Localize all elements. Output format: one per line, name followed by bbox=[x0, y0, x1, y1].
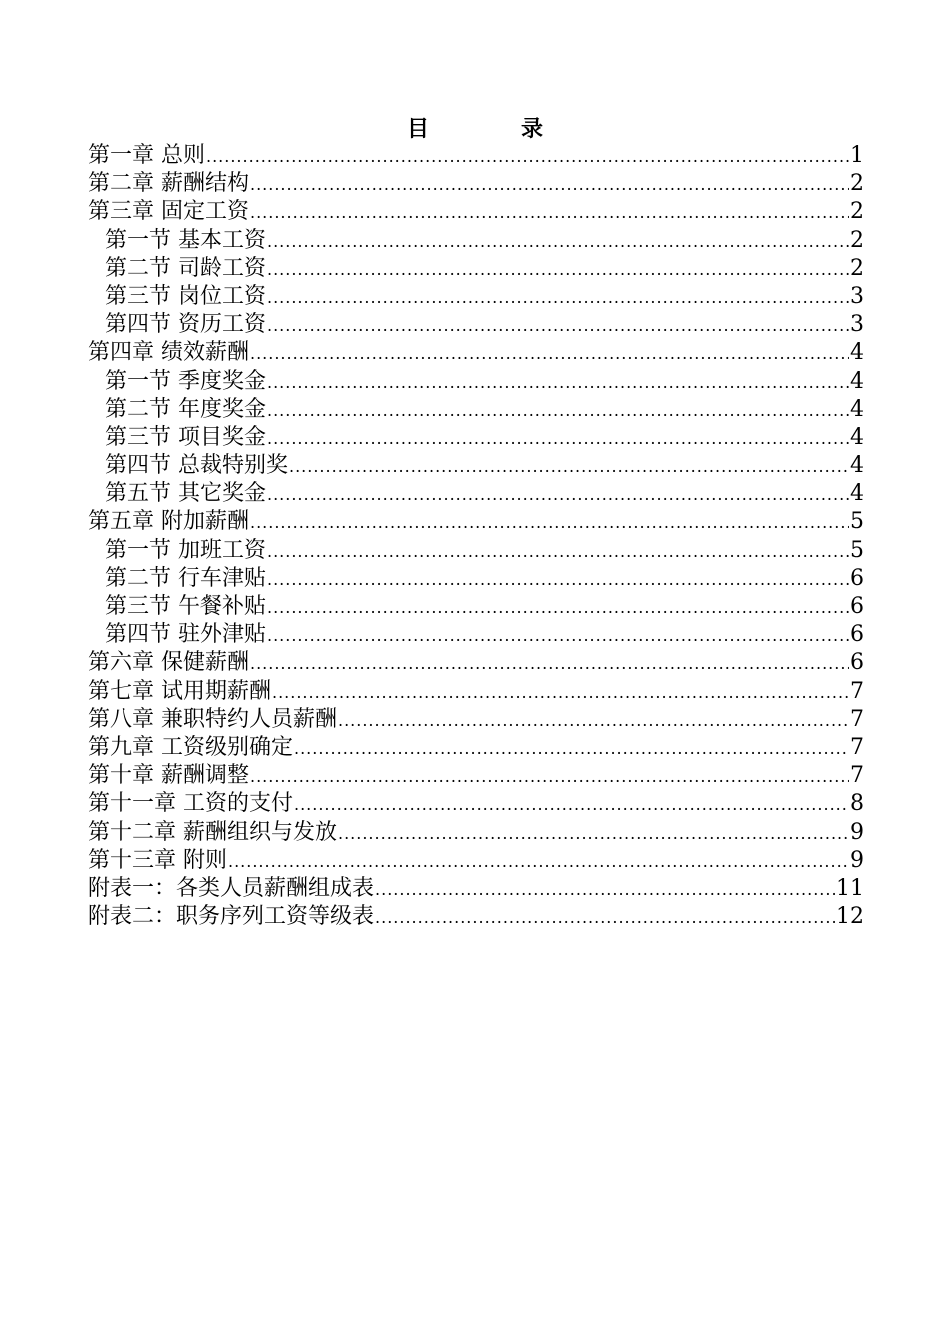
toc-entry-page-number: 6 bbox=[850, 565, 864, 591]
toc-entry-label: 第三节 项目奖金 bbox=[105, 424, 266, 450]
toc-entry-label: 第二节 年度奖金 bbox=[105, 396, 266, 422]
toc-entry[interactable] bbox=[88, 170, 864, 198]
toc-entry-page-number: 9 bbox=[850, 819, 864, 845]
toc-entry-label: 第四章 绩效薪酬 bbox=[88, 340, 249, 366]
toc-entry-label: 第二章 薪酬结构 bbox=[88, 171, 249, 197]
toc-dot-leader bbox=[267, 538, 849, 566]
toc-entry-label: 第十二章 薪酬组织与发放 bbox=[88, 819, 337, 845]
toc-list bbox=[88, 142, 864, 931]
toc-entry-label: 第七章 试用期薪酬 bbox=[88, 678, 271, 704]
toc-dot-leader bbox=[250, 650, 849, 678]
toc-entry-page-number: 5 bbox=[850, 509, 864, 535]
toc-entry-page-number: 7 bbox=[850, 678, 864, 704]
toc-entry-page-number: 1 bbox=[850, 143, 864, 168]
toc-dot-leader bbox=[250, 340, 849, 368]
toc-entry[interactable] bbox=[88, 452, 864, 480]
toc-dot-leader bbox=[267, 312, 849, 340]
toc-entry-label: 第六章 保健薪酬 bbox=[88, 650, 249, 676]
toc-dot-leader bbox=[294, 791, 849, 819]
toc-entry-page-number: 3 bbox=[850, 312, 864, 338]
toc-entry-label: 第八章 兼职特约人员薪酬 bbox=[88, 706, 337, 732]
toc-entry-page-number: 4 bbox=[850, 340, 864, 366]
toc-dot-leader bbox=[267, 594, 849, 622]
toc-entry[interactable] bbox=[88, 593, 864, 621]
toc-entry[interactable] bbox=[88, 678, 864, 706]
toc-entry[interactable] bbox=[88, 621, 864, 649]
toc-entry[interactable] bbox=[88, 734, 864, 762]
toc-entry-page-number: 8 bbox=[850, 791, 864, 817]
toc-title-char: 录 bbox=[521, 116, 544, 142]
toc-entry-label: 第四节 总裁特别奖 bbox=[105, 453, 288, 479]
toc-dot-leader bbox=[267, 256, 849, 284]
toc-title-char: 目 bbox=[406, 116, 429, 142]
toc-dot-leader bbox=[267, 566, 849, 594]
toc-dot-leader bbox=[267, 425, 849, 453]
toc-entry[interactable] bbox=[88, 424, 864, 452]
toc-entry-page-number: 6 bbox=[850, 622, 864, 648]
toc-dot-leader bbox=[338, 707, 849, 735]
toc-entry[interactable] bbox=[88, 847, 864, 875]
toc-entry-label: 第一节 加班工资 bbox=[105, 537, 266, 563]
toc-entry[interactable] bbox=[88, 819, 864, 847]
toc-entry-label: 第四节 资历工资 bbox=[105, 312, 266, 338]
toc-entry-label: 第十一章 工资的支付 bbox=[88, 791, 293, 817]
toc-dot-leader bbox=[267, 284, 849, 312]
toc-entry-page-number: 7 bbox=[850, 706, 864, 732]
toc-entry-label: 附表二：职务序列工资等级表 bbox=[88, 904, 375, 930]
toc-entry-page-number: 7 bbox=[850, 763, 864, 789]
toc-dot-leader bbox=[206, 143, 849, 171]
toc-entry-page-number: 12 bbox=[836, 904, 864, 930]
toc-entry[interactable] bbox=[88, 255, 864, 283]
toc-entry[interactable] bbox=[88, 142, 864, 170]
toc-dot-leader bbox=[272, 679, 849, 707]
toc-dot-leader bbox=[294, 735, 849, 763]
toc-entry[interactable] bbox=[88, 368, 864, 396]
toc-entry-label: 第一节 季度奖金 bbox=[105, 368, 266, 394]
toc-entry-page-number: 11 bbox=[836, 875, 864, 901]
toc-entry-page-number: 6 bbox=[850, 650, 864, 676]
toc-entry-page-number: 3 bbox=[850, 283, 864, 309]
toc-entry-page-number: 4 bbox=[850, 481, 864, 507]
toc-entry-page-number: 2 bbox=[850, 171, 864, 197]
toc-entry[interactable] bbox=[88, 283, 864, 311]
toc-entry-label: 第十章 薪酬调整 bbox=[88, 763, 249, 789]
toc-entry-label: 第十三章 附则 bbox=[88, 847, 227, 873]
toc-entry-label: 第三节 午餐补贴 bbox=[105, 594, 266, 619]
toc-entry-label: 第三章 固定工资 bbox=[88, 199, 249, 225]
toc-title bbox=[0, 112, 950, 146]
toc-entry[interactable] bbox=[88, 790, 864, 818]
toc-dot-leader bbox=[250, 171, 849, 199]
toc-entry[interactable] bbox=[88, 565, 864, 593]
toc-dot-leader bbox=[375, 876, 835, 904]
toc-entry[interactable] bbox=[88, 762, 864, 790]
toc-dot-leader bbox=[267, 481, 849, 509]
toc-entry-label: 第二节 行车津贴 bbox=[105, 565, 266, 591]
toc-entry[interactable] bbox=[88, 537, 864, 565]
toc-entry-label: 附表一：各类人员薪酬组成表 bbox=[88, 875, 375, 901]
toc-dot-leader bbox=[228, 848, 849, 876]
toc-entry[interactable] bbox=[88, 649, 864, 677]
toc-entry-label: 第四节 驻外津贴 bbox=[105, 622, 266, 648]
toc-entry-page-number: 5 bbox=[850, 537, 864, 563]
toc-entry-label: 第五节 其它奖金 bbox=[105, 481, 266, 507]
toc-dot-leader bbox=[338, 820, 849, 848]
toc-entry-label: 第三节 岗位工资 bbox=[105, 283, 266, 309]
toc-entry-page-number: 6 bbox=[850, 594, 864, 619]
toc-entry-page-number: 2 bbox=[850, 199, 864, 225]
toc-entry[interactable] bbox=[88, 875, 864, 903]
toc-entry-page-number: 4 bbox=[850, 396, 864, 422]
toc-entry-label: 第一节 基本工资 bbox=[105, 227, 266, 253]
toc-dot-leader bbox=[289, 453, 849, 481]
toc-dot-leader bbox=[250, 509, 849, 537]
toc-entry[interactable] bbox=[88, 311, 864, 339]
toc-entry-page-number: 9 bbox=[850, 847, 864, 873]
toc-entry[interactable] bbox=[88, 903, 864, 931]
toc-entry-label: 第二节 司龄工资 bbox=[105, 255, 266, 281]
toc-entry-page-number: 2 bbox=[850, 255, 864, 281]
toc-entry[interactable] bbox=[88, 227, 864, 255]
toc-entry[interactable] bbox=[88, 198, 864, 226]
toc-entry[interactable] bbox=[88, 508, 864, 536]
toc-entry-label: 第五章 附加薪酬 bbox=[88, 509, 249, 535]
toc-entry[interactable] bbox=[88, 339, 864, 367]
toc-entry-label: 第九章 工资级别确定 bbox=[88, 734, 293, 760]
toc-entry[interactable] bbox=[88, 396, 864, 424]
toc-dot-leader bbox=[267, 228, 849, 256]
toc-dot-leader bbox=[267, 369, 849, 397]
toc-entry-label: 第一章 总则 bbox=[88, 143, 205, 168]
toc-entry[interactable] bbox=[88, 480, 864, 508]
toc-entry-page-number: 4 bbox=[850, 368, 864, 394]
toc-entry[interactable] bbox=[88, 706, 864, 734]
toc-dot-leader bbox=[375, 904, 835, 932]
toc-dot-leader bbox=[250, 199, 849, 227]
toc-entry-page-number: 7 bbox=[850, 734, 864, 760]
toc-entry-page-number: 4 bbox=[850, 453, 864, 479]
toc-entry-page-number: 4 bbox=[850, 424, 864, 450]
toc-dot-leader bbox=[250, 763, 849, 791]
toc-dot-leader bbox=[267, 622, 849, 650]
toc-entry-page-number: 2 bbox=[850, 227, 864, 253]
toc-dot-leader bbox=[267, 397, 849, 425]
